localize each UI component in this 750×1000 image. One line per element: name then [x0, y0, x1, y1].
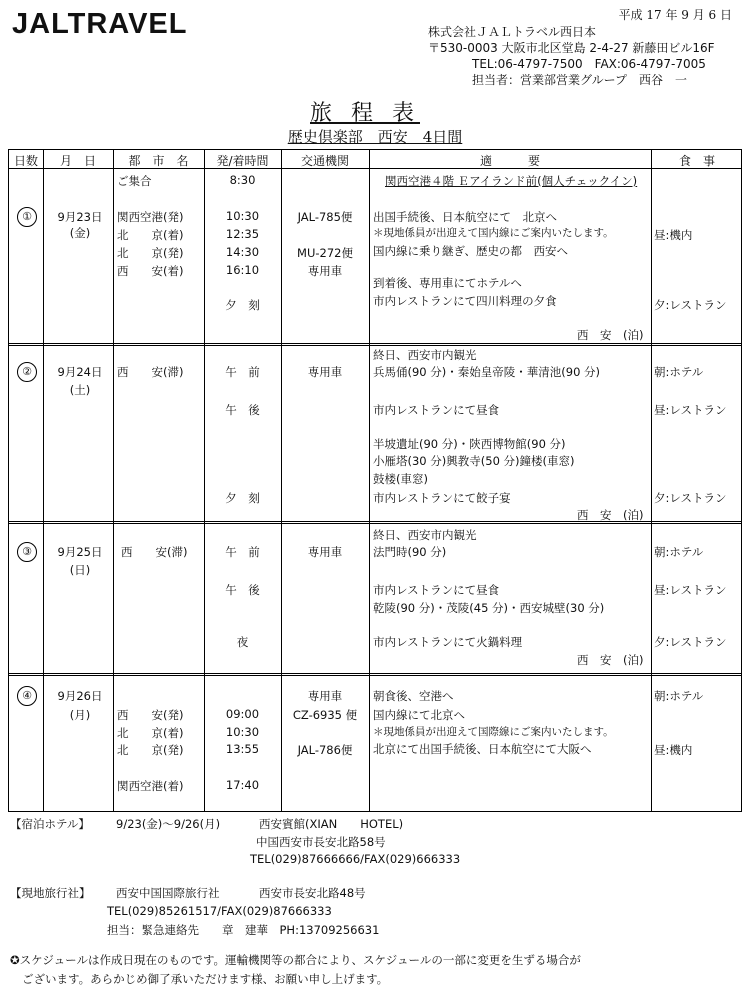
detail: 市内レストランにて餃子宴 [373, 491, 511, 505]
meal: 夕:レストラン [654, 635, 727, 649]
detail: 市内レストランにて昼食 [373, 583, 500, 597]
note-line-2: ございます。あらかじめ御了承いただけます様、お願い申し上げます。 [22, 972, 389, 986]
company-staff: 担当者：営業部営業グループ 西谷 一 [472, 73, 688, 87]
city: 西 安(着) [117, 264, 184, 278]
agency-address: 西安市長安北路48号 [259, 886, 366, 900]
meal: 夕:レストラン [654, 298, 727, 312]
detail: 終日、西安市内観光 [373, 528, 477, 542]
agency-contact: 担当：緊急連絡先 章 建華 PH:13709256631 [107, 923, 380, 937]
agency-name: 西安中国国際旅行社 [116, 886, 220, 900]
detail: 終日、西安市内観光 [373, 348, 477, 362]
hotel-dates: 9/23(金)～9/26(月) [116, 817, 221, 831]
time: 午 前 [225, 365, 260, 379]
detail: 兵馬俑(90 分)・秦始皇帝陵・華清池(90 分) [373, 365, 601, 379]
day-weekday: (金) [69, 226, 91, 240]
meal: 昼:機内 [654, 228, 693, 242]
time: 夕 刻 [225, 298, 260, 312]
day-date: 9月24日 [57, 365, 103, 379]
city: 北 京(着) [117, 228, 184, 242]
time: 12:35 [225, 227, 260, 241]
city: 関西空港(発) [117, 210, 184, 224]
day-weekday: (月) [69, 708, 91, 722]
time: 午 後 [225, 583, 260, 597]
note-line-1: ✪スケジュールは作成日現在のものです。運輸機関等の都合により、スケジュールの一部に変更を生ずる場合が [10, 953, 581, 967]
detail: 国内線に乗り継ぎ、歴史の都 西安へ [373, 244, 569, 258]
detail: 半坡遺址(90 分)・陝西博物館(90 分) [373, 437, 566, 451]
transport: JAL-786便 [297, 743, 353, 757]
col-header-day: 日数 [13, 154, 38, 168]
detail: 北京にて出国手続後、日本航空にて大阪へ [373, 742, 592, 756]
detail-stay: 西 安 (泊) [577, 508, 644, 522]
day-number: ① [17, 207, 37, 227]
time: 夕 刻 [225, 491, 260, 505]
day-date: 9月23日 [57, 210, 103, 224]
hotel-address: 中国西安市長安北路58号 [256, 835, 386, 849]
time: 午 後 [225, 403, 260, 417]
company-address: 〒530-0003 大阪市北区堂島 2-4-27 新藤田ビル16F [428, 41, 715, 55]
agency-label: 【現地旅行社】 [10, 886, 91, 900]
time: 10:30 [225, 209, 260, 223]
company-name: 株式会社ＪＡＬトラベル西日本 [428, 25, 597, 39]
detail: 出国手続後、日本航空にて 北京へ [373, 210, 557, 224]
col-header-details: 適 要 [479, 154, 540, 168]
detail: 市内レストランにて昼食 [373, 403, 500, 417]
time: 09:00 [225, 707, 260, 721]
detail: 法門時(90 分) [373, 545, 447, 559]
schedule-note [10, 951, 581, 989]
time: 14:30 [225, 245, 260, 259]
col-header-city: 都 市 名 [128, 154, 189, 168]
transport: 専用車 [307, 264, 343, 278]
col-header-transport: 交通機関 [300, 154, 349, 168]
hotel-tel: TEL(029)87666666/FAX(029)666333 [250, 852, 461, 866]
hotel-label: 【宿泊ホテル】 [10, 817, 90, 831]
agency-tel: TEL(029)85261517/FAX(029)87666333 [107, 904, 332, 918]
meal: 朝:ホテル [654, 545, 704, 559]
meal: 昼:機内 [654, 743, 693, 757]
meal: 朝:ホテル [654, 689, 704, 703]
company-logo: JALTRAVEL [12, 8, 188, 40]
transport: 専用車 [307, 365, 343, 379]
company-tel-fax: TEL:06-4797-7500 FAX:06-4797-7005 [472, 57, 706, 71]
city: 関西空港(着) [117, 779, 184, 793]
time: 16:10 [225, 263, 260, 277]
detail: 鼓楼(車窓) [373, 472, 428, 486]
time: 13:55 [225, 742, 260, 756]
time: 17:40 [225, 778, 260, 792]
city: 北 京(発) [117, 743, 184, 757]
detail-stay: 西 安 (泊) [577, 653, 644, 667]
issue-date: 平成 17 年 9 月 6 日 [618, 8, 732, 22]
transport: 専用車 [307, 545, 343, 559]
detail: 国内線にて北京へ [373, 708, 465, 722]
meal: 昼:レストラン [654, 403, 727, 417]
city: 西 安(滞) [117, 365, 184, 379]
transport: JAL-785便 [297, 210, 353, 224]
tour-title: 歴史倶楽部 西安 4日間 [287, 128, 463, 146]
transport: MU-272便 [297, 246, 353, 260]
detail: ＊現地係員が出迎えて国際線にご案内いたします。 [373, 726, 614, 738]
transport: CZ-6935 便 [292, 708, 358, 722]
detail: 関西空港４階 Ｅアイランド前(個人チェックイン) [385, 174, 638, 188]
day-number: ③ [17, 542, 37, 562]
company-block [428, 24, 715, 88]
city: 北 京(発) [117, 246, 184, 260]
meal: 夕:レストラン [654, 491, 727, 505]
detail: 朝食後、空港へ [373, 689, 454, 703]
city: 西 安(発) [117, 708, 184, 722]
hotel-name: 西安賓館(XIAN HOTEL) [259, 817, 404, 831]
city: 西 安(滞) [121, 545, 188, 559]
meal: 朝:ホテル [654, 365, 704, 379]
day-weekday: (土) [69, 383, 91, 397]
time: 10:30 [225, 725, 260, 739]
day-date: 9月26日 [57, 689, 103, 703]
day-date: 9月25日 [57, 545, 103, 559]
col-header-date: 月 日 [59, 154, 96, 168]
detail: 乾陵(90 分)・茂陵(45 分)・西安城壁(30 分) [373, 601, 605, 615]
city: 北 京(着) [117, 726, 184, 740]
day-weekday: (日) [69, 563, 91, 577]
transport: 専用車 [307, 689, 343, 703]
meal: 昼:レストラン [654, 583, 727, 597]
detail: 到着後、専用車にてホテルへ [373, 276, 522, 290]
time: 午 前 [225, 545, 260, 559]
day-number: ② [17, 362, 37, 382]
city: ご集合 [117, 174, 152, 188]
detail: ＊現地係員が出迎えて国内線にご案内いたします。 [373, 227, 614, 239]
detail: 市内レストランにて火鍋料理 [373, 635, 523, 649]
document-title: 旅 程 表 [310, 101, 420, 126]
detail-stay: 西 安 (泊) [577, 328, 644, 342]
itinerary-table [8, 149, 742, 812]
col-header-meals: 食 事 [678, 154, 715, 168]
day-number: ④ [17, 686, 37, 706]
col-header-time: 発/着時間 [216, 154, 269, 168]
time: 夜 [236, 635, 249, 649]
time: 8:30 [229, 173, 256, 187]
detail: 市内レストランにて四川料理の夕食 [373, 294, 557, 308]
detail: 小雁塔(30 分)興教寺(50 分)鐘楼(車窓) [373, 454, 575, 468]
